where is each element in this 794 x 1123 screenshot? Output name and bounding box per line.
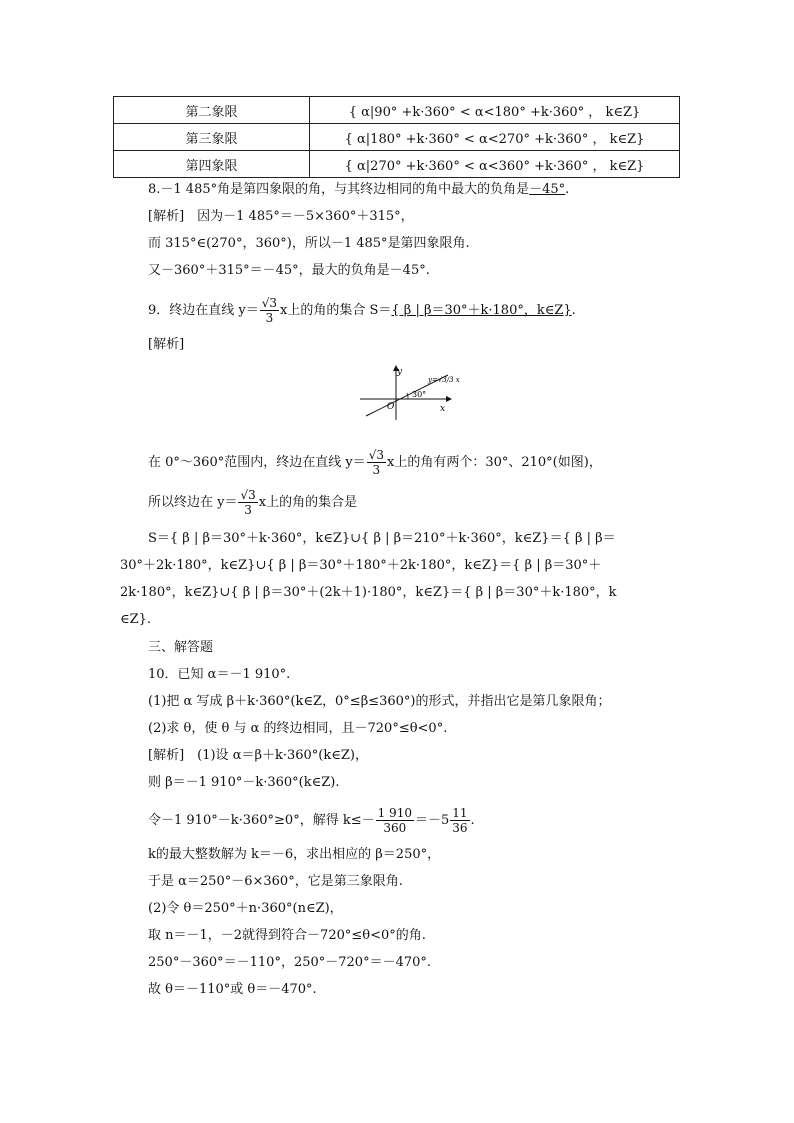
q10-explain-4: k的最大整数解为 k＝－6，求出相应的 β＝250°，	[148, 847, 441, 862]
q8-explain-2: 而 315°∈(270°，360°)，所以－1 485°是第四象限角.	[148, 236, 470, 251]
q8-stem: 8.－1 485°角是第四象限的角，与其终边相同的角中最大的负角是－45°.	[148, 182, 570, 197]
angle-arc	[407, 393, 408, 399]
y-label: y	[397, 367, 403, 377]
q9-answer: { β | β＝30°＋k·180°，k∈Z}	[391, 303, 572, 318]
q10-stem: 10．已知 α＝－1 910°.	[148, 667, 291, 682]
x-label: x	[440, 404, 446, 414]
q10-explain-8: 250°－360°＝－110°，250°－720°＝－470°.	[148, 955, 432, 970]
q9-explain-6: ∈Z}.	[120, 612, 152, 627]
q10-explain-2: 则 β＝－1 910°－k·360°(k∈Z).	[148, 775, 340, 790]
table-row	[114, 124, 680, 151]
fraction-11-36: $\frac{11}{36}$	[452, 806, 468, 835]
set-cell: { α|270° +k·360° < α<360° +k·360° ， k∈Z}	[310, 151, 680, 178]
q9-explain-2: 所以终边在 y＝ $\frac{√3}{3}$ x上的角的集合是	[148, 488, 358, 517]
fraction-1910-360: $\frac{1 910}{360}$	[377, 806, 412, 835]
q8-answer: －45°	[529, 182, 566, 197]
quadrant-cell: 第三象限	[114, 124, 310, 151]
q9-explain-4: 30°＋2k·180°，k∈Z}∪{ β | β＝30°＋180°＋2k·180°，k∈Z}＝{ β | β＝30°＋	[120, 558, 602, 573]
q10-part2: (2)求 θ，使 θ 与 α 的终边相同，且－720°≤θ<0°.	[148, 721, 448, 736]
q10-explain-5: 于是 α＝250°－6×360°，它是第三象限角.	[148, 874, 403, 889]
set-cell: { α|90° +k·360° < α<180° +k·360° ， k∈Z}	[310, 97, 680, 124]
q9-jiexi: [解析]	[148, 337, 185, 352]
origin-label: O	[387, 402, 395, 412]
q10-explain-3: 令－1 910°－k·360°≥0°，解得 k≤－ $\frac{1 910}{360}$ ＝－5 $\frac{11}{36}$ .	[148, 806, 475, 835]
x-axis-arrow	[446, 396, 452, 402]
sqrt3-over-3: $\frac{√3}{3}$	[240, 488, 256, 517]
table-row	[114, 151, 680, 178]
q10-part1: (1)把 α 写成 β＋k·360°(k∈Z，0°≤β≤360°)的形式，并指出它是第几象限角；	[148, 694, 611, 709]
q10-explain-9: 故 θ＝－110°或 θ＝－470°.	[148, 982, 317, 997]
q9-explain-5: 2k·180°，k∈Z}∪{ β | β＝30°＋(2k＋1)·180°，k∈Z}＝{ β | β＝30°＋k·180°，k	[120, 585, 617, 600]
q10-explain-6: (2)令 θ＝250°＋n·360°(n∈Z)，	[148, 901, 343, 916]
q10-explain-1: [解析] (1)设 α＝β＋k·360°(k∈Z)，	[148, 748, 368, 763]
q8-explain-3: 又－360°＋315°＝－45°，最大的负角是－45°.	[148, 263, 430, 278]
q9-stem: 9．终边在直线 y＝ $\frac{√3}{3}$ x上的角的集合 S＝{ β | β＝30°＋k·180°，k∈Z}.	[148, 296, 576, 325]
angle-label: 30°	[412, 390, 427, 399]
quadrant-table	[113, 96, 680, 178]
line-equation-label: y=√3/3 x	[428, 376, 460, 384]
q9-explain-3: S＝{ β | β＝30°＋k·360°，k∈Z}∪{ β | β＝210°＋k·360°，k∈Z}＝{ β | β＝	[148, 531, 616, 546]
q8-explain-1: [解析] 因为－1 485°＝－5×360°＋315°，	[148, 209, 414, 224]
quadrant-cell: 第二象限	[114, 97, 310, 124]
q9-explain-1: 在 0°～360°范围内，终边在直线 y＝ $\frac{√3}{3}$ x上的角有两个：30°、210°(如图)，	[148, 448, 602, 477]
set-cell: { α|180° +k·360° < α<270° +k·360° ， k∈Z}	[310, 124, 680, 151]
table-row	[114, 97, 680, 124]
line-angle-figure	[360, 362, 470, 422]
section-title: 三、解答题	[148, 640, 214, 655]
sqrt3-over-3: $\frac{√3}{3}$	[368, 448, 384, 477]
sqrt3-over-3: $\frac{√3}{3}$	[261, 296, 278, 325]
q10-explain-7: 取 n＝－1，－2就得到符合－720°≤θ<0°的角.	[148, 928, 426, 943]
quadrant-cell: 第四象限	[114, 151, 310, 178]
